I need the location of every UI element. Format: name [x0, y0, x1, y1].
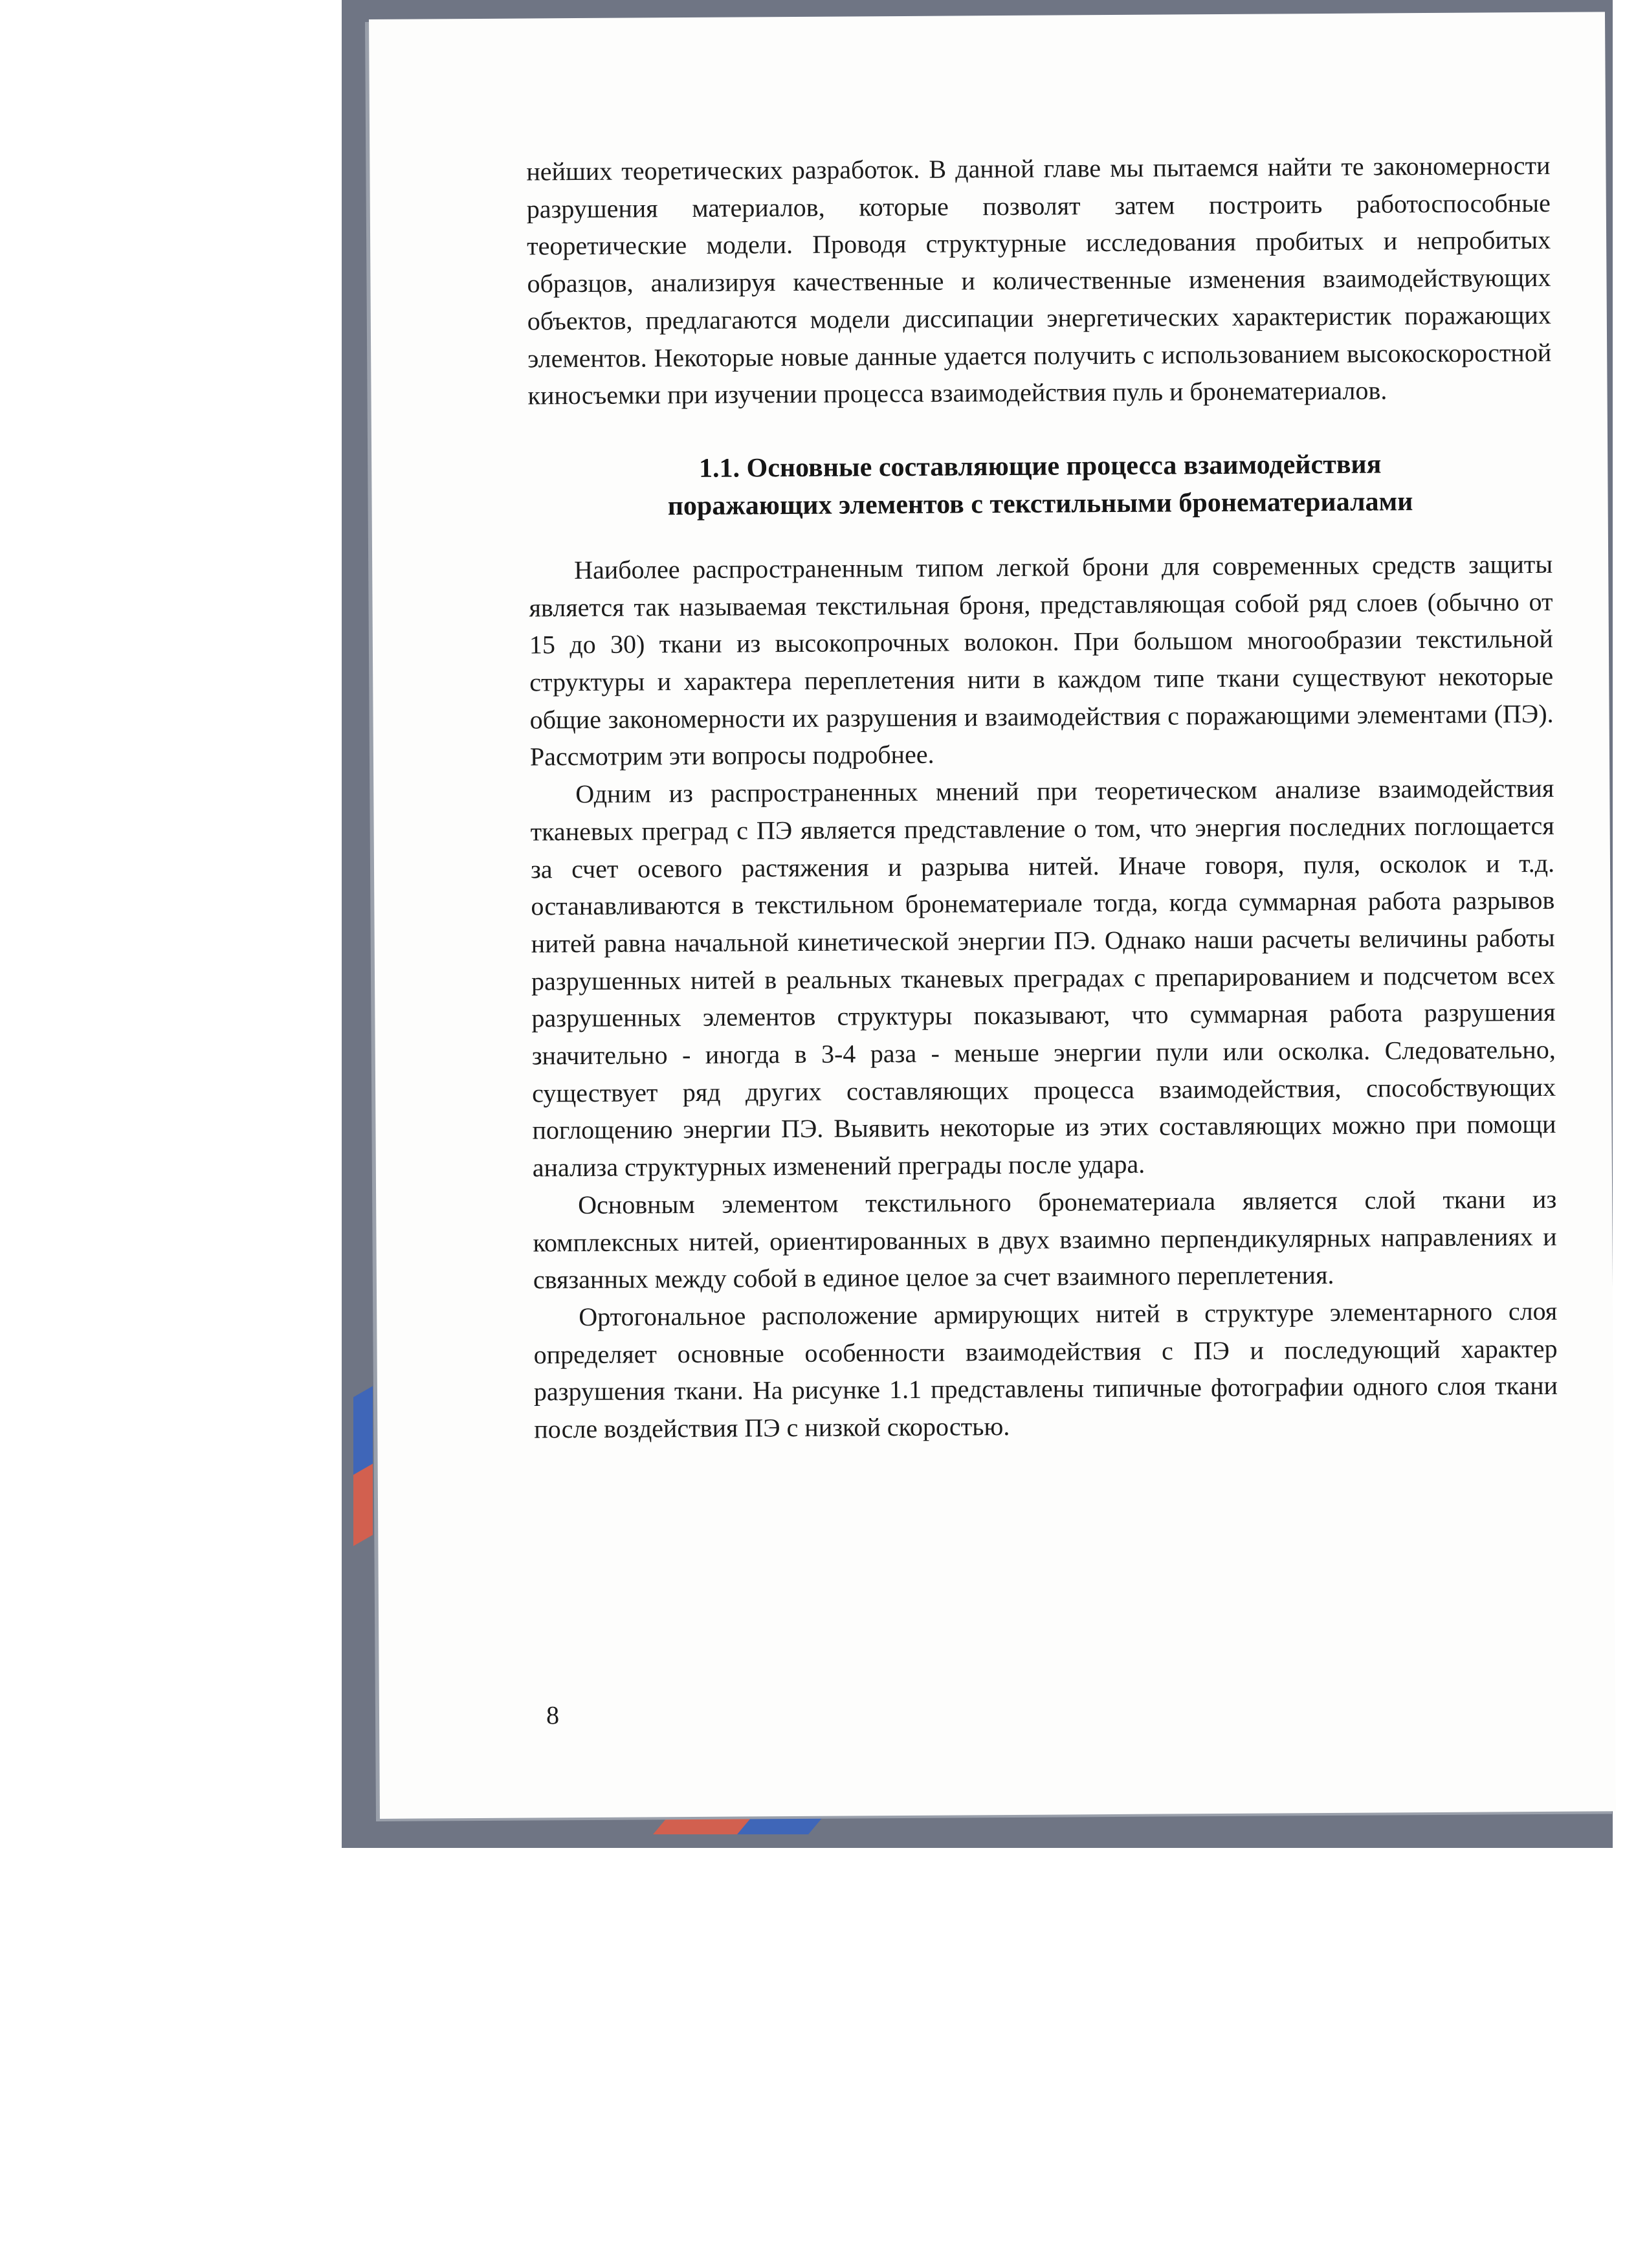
- section-heading-line2: поражающих элементов с текстильными бронематериалами: [667, 487, 1413, 522]
- paragraph-3: Основным элементом текстильного бронематериала является слой ткани из комплексных нитей, ориентированных в двух взаимно перпендикулярных направлениях и связанных между собой в единое целое за счет взаимного переплетения.: [533, 1184, 1557, 1295]
- page-number: 8: [546, 1700, 560, 1730]
- cover-stripe-blue: [353, 1386, 373, 1474]
- cover-stripe-red: [353, 1463, 373, 1546]
- book-page: [369, 12, 1616, 1819]
- paragraph-4: Ортогональное расположение армирующих нитей в структуре элементарного слоя определяет основные особенности взаимодействия с ПЭ и последующий характер разрушения ткани. На рисунке 1.1 представлены типичные фотографии одного слоя ткани после воздействия ПЭ с низкой скоростью.: [533, 1296, 1558, 1444]
- paragraph-2: Одним из распространенных мнений при теоретическом анализе взаимодействия тканевых преград с ПЭ является представление о том, что энергия последних поглощается за счет осевого растяжения и разрыва нитей. Иначе говоря, пуля, осколок и т.д. останавливаются в текстильном бронематериале тогда, когда суммарная работа разрывов нитей равна начальной кинетической энергии ПЭ. Однако наши расчеты величины работы разрушенных нитей в реальных тканевых преградах с препарированием и подсчетом всех разрушенных элементов структуры показывают, что суммарная работа разрушения значительно - иногда в 3-4 раза - меньше энергии пули или осколка. Следовательно, существует ряд других составляющих процесса взаимодействия, способствующих поглощению энергии ПЭ. Выявить некоторые из этих составляющих можно при помощи анализа структурных изменений преграды после удара.: [530, 773, 1556, 1183]
- section-heading: [528, 445, 1553, 526]
- intro-paragraph: нейших теоретических разработок. В данной главе мы пытаемся найти те закономерности разрушения материалов, которые позволят затем построить работоспособные теоретические модели. Проводя структурные исследования пробитых и непробитых образцов, анализируя качественные и количественные изменения взаимодействующих объектов, предлагаются модели диссипации энергетических характеристик поражающих элементов. Некоторые новые данные удается получить с использованием высокоскоростной киносъемки при изучении процесса взаимодействия пуль и бронематериалов.: [526, 150, 1552, 410]
- page-body: [526, 147, 1558, 1448]
- section-heading-line1: 1.1. Основные составляющие процесса взаимодействия: [698, 449, 1382, 484]
- bottom-stripe-blue: [737, 1818, 823, 1834]
- paragraph-1: Наиболее распространенным типом легкой брони для современных средств защиты является так называемая текстильная броня, представляющая собой ряд слоев (обычно от 15 до 30) ткани из высокопрочных волокон. При большом многообразии текстильной структуры и характера переплетения нити в каждом типе ткани существуют некоторые общие закономерности их разрушения и взаимодействия с поражающими элементами (ПЭ). Рассмотрим эти вопросы подробнее.: [529, 549, 1554, 772]
